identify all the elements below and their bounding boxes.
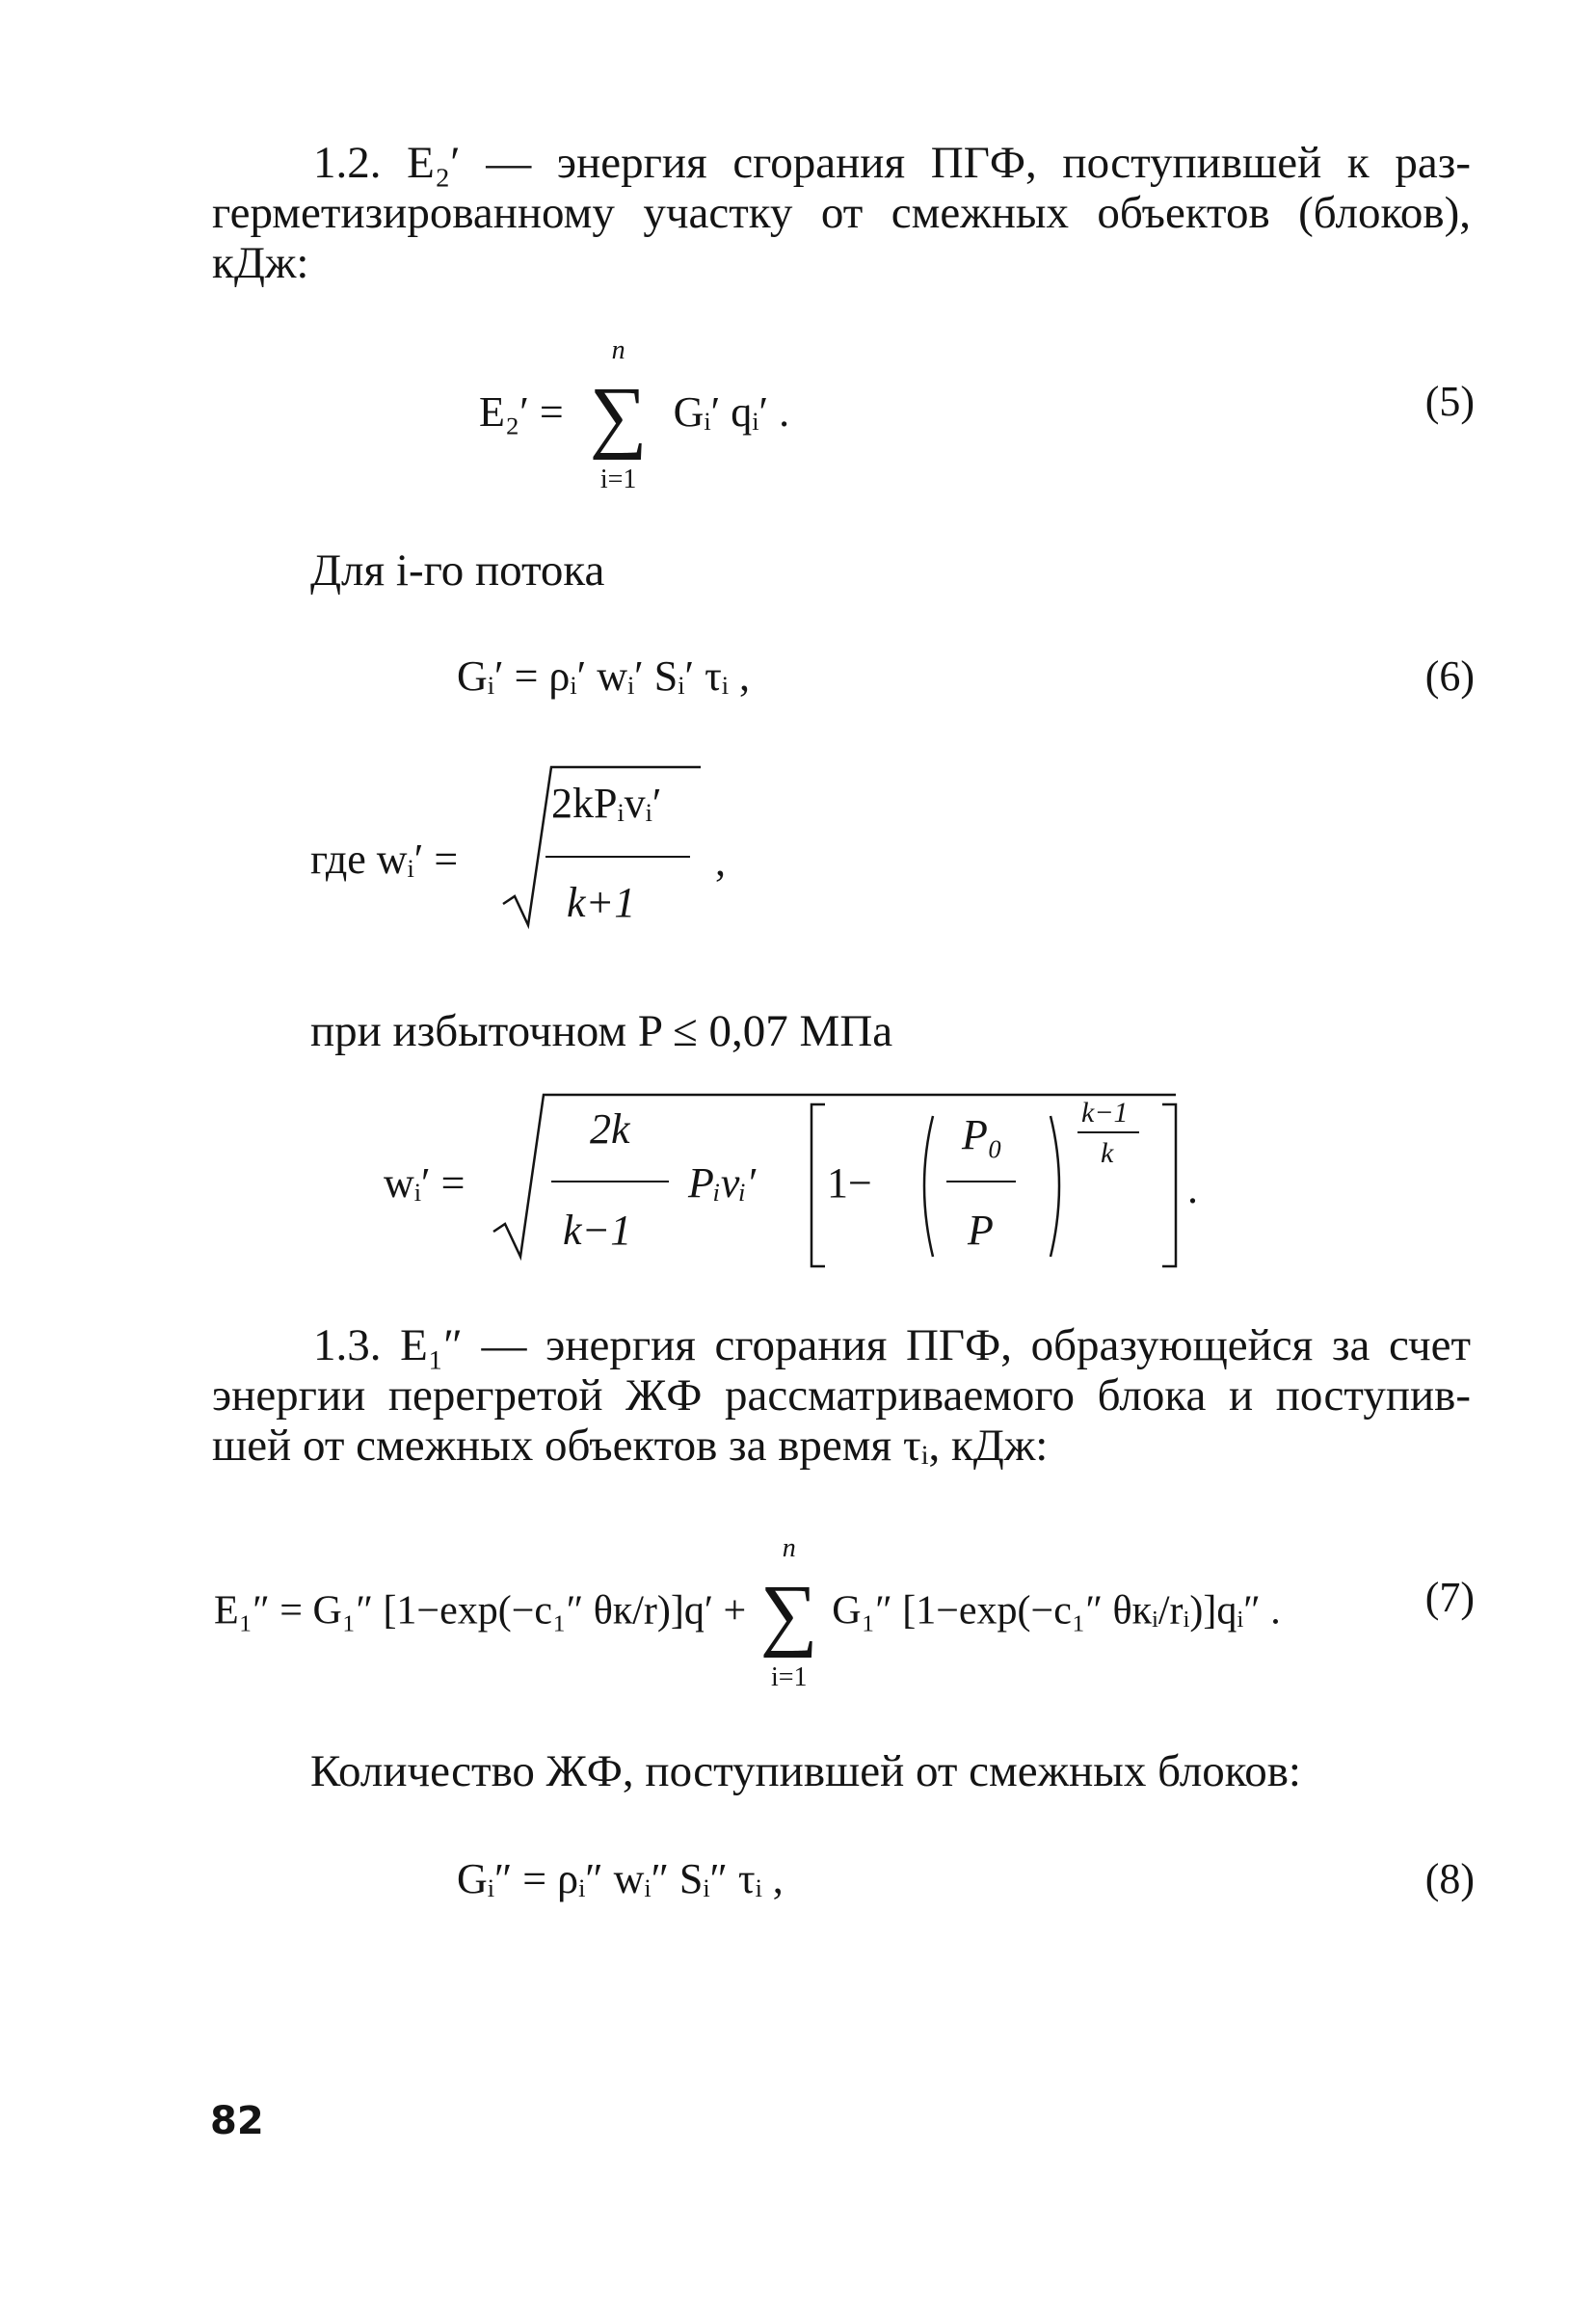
sum-upper-limit: n: [782, 1533, 796, 1563]
paragraph-line: герметизированному участку от смежных объектов (блоков),: [212, 188, 1471, 238]
where-eq-denominator: k+1: [567, 879, 636, 926]
eq7-part1: E₁″ = G₁″ [1−exp(−c₁″ θк/r)]q′ +: [214, 1588, 747, 1634]
fraction-bar: [545, 856, 690, 858]
paragraph-line: шей от смежных объектов за время τᵢ, кДж:: [212, 1421, 1049, 1471]
equation-6: Gᵢ′ = ρᵢ′ wᵢ′ Sᵢ′ τᵢ ,: [457, 652, 750, 700]
w-eq-inner-denominator: P: [968, 1207, 994, 1254]
equation-number-8: (8): [1424, 1855, 1475, 1902]
page-number: 82: [210, 2099, 264, 2143]
summation-symbol: n ∑ i=1: [588, 376, 650, 457]
w-eq-inner-numerator: P₀: [962, 1111, 1003, 1158]
fraction-bar: [551, 1181, 669, 1182]
sum-lower-limit: i=1: [770, 1662, 808, 1692]
where-eq-trail: ,: [715, 837, 726, 885]
eq5-rhs: Gᵢ′ qᵢ′ .: [673, 388, 790, 437]
equation-7: [214, 1533, 1281, 1692]
paragraph-1-3: [212, 1320, 1471, 1471]
w-eq-frac-denominator: k−1: [563, 1207, 632, 1254]
where-eq-lead: где wᵢ′ =: [310, 836, 459, 883]
w-eq-mult: Pᵢvᵢ′: [688, 1159, 756, 1207]
equation-number-5: (5): [1424, 378, 1475, 425]
w-eq-trail: .: [1187, 1165, 1198, 1212]
fraction-bar: [946, 1181, 1016, 1182]
eq5-lhs: E₂′ =: [479, 388, 564, 437]
liquid-phase-label: Количество ЖФ, поступившей от смежных блоков:: [310, 1746, 1301, 1796]
summation-symbol: n ∑ i=1: [758, 1574, 820, 1655]
exponent-denominator: k: [1101, 1137, 1114, 1169]
paragraph-line: энергии перегретой ЖФ рассматриваемого блока и поступив-: [212, 1370, 1471, 1421]
equation-number-6: (6): [1424, 652, 1475, 700]
sum-upper-limit: n: [611, 335, 625, 365]
equation-8: Gᵢ″ = ρᵢ″ wᵢ″ Sᵢ″ τᵢ ,: [457, 1855, 784, 1902]
exponent-numerator: k−1: [1081, 1097, 1129, 1129]
exponent-fraction-bar: [1077, 1131, 1139, 1133]
paragraph-line: 1.3. E₁″ — энергия сгорания ПГФ, образующейся за счет: [313, 1320, 1471, 1370]
where-eq-numerator: 2kPᵢvᵢ′: [551, 780, 662, 827]
paragraph-line: кДж:: [212, 238, 309, 288]
sum-lower-limit: i=1: [599, 465, 637, 494]
condition-line: при избыточном P ≤ 0,07 МПа: [310, 1006, 893, 1056]
w-eq-one-minus: 1−: [827, 1159, 872, 1207]
equation-number-7: (7): [1424, 1574, 1475, 1621]
equation-5: [479, 335, 790, 494]
w-eq-lhs: wᵢ′ =: [384, 1159, 466, 1207]
w-eq-frac-numerator: 2k: [590, 1105, 630, 1153]
flow-label: Для i-го потока: [310, 545, 605, 596]
paragraph-1-2: [212, 138, 1471, 288]
eq7-part2: G₁″ [1−exp(−c₁″ θкᵢ/rᵢ)]qᵢ″ .: [832, 1588, 1281, 1634]
paragraph-line: 1.2. E₂′ — энергия сгорания ПГФ, поступившей к раз-: [313, 138, 1471, 188]
